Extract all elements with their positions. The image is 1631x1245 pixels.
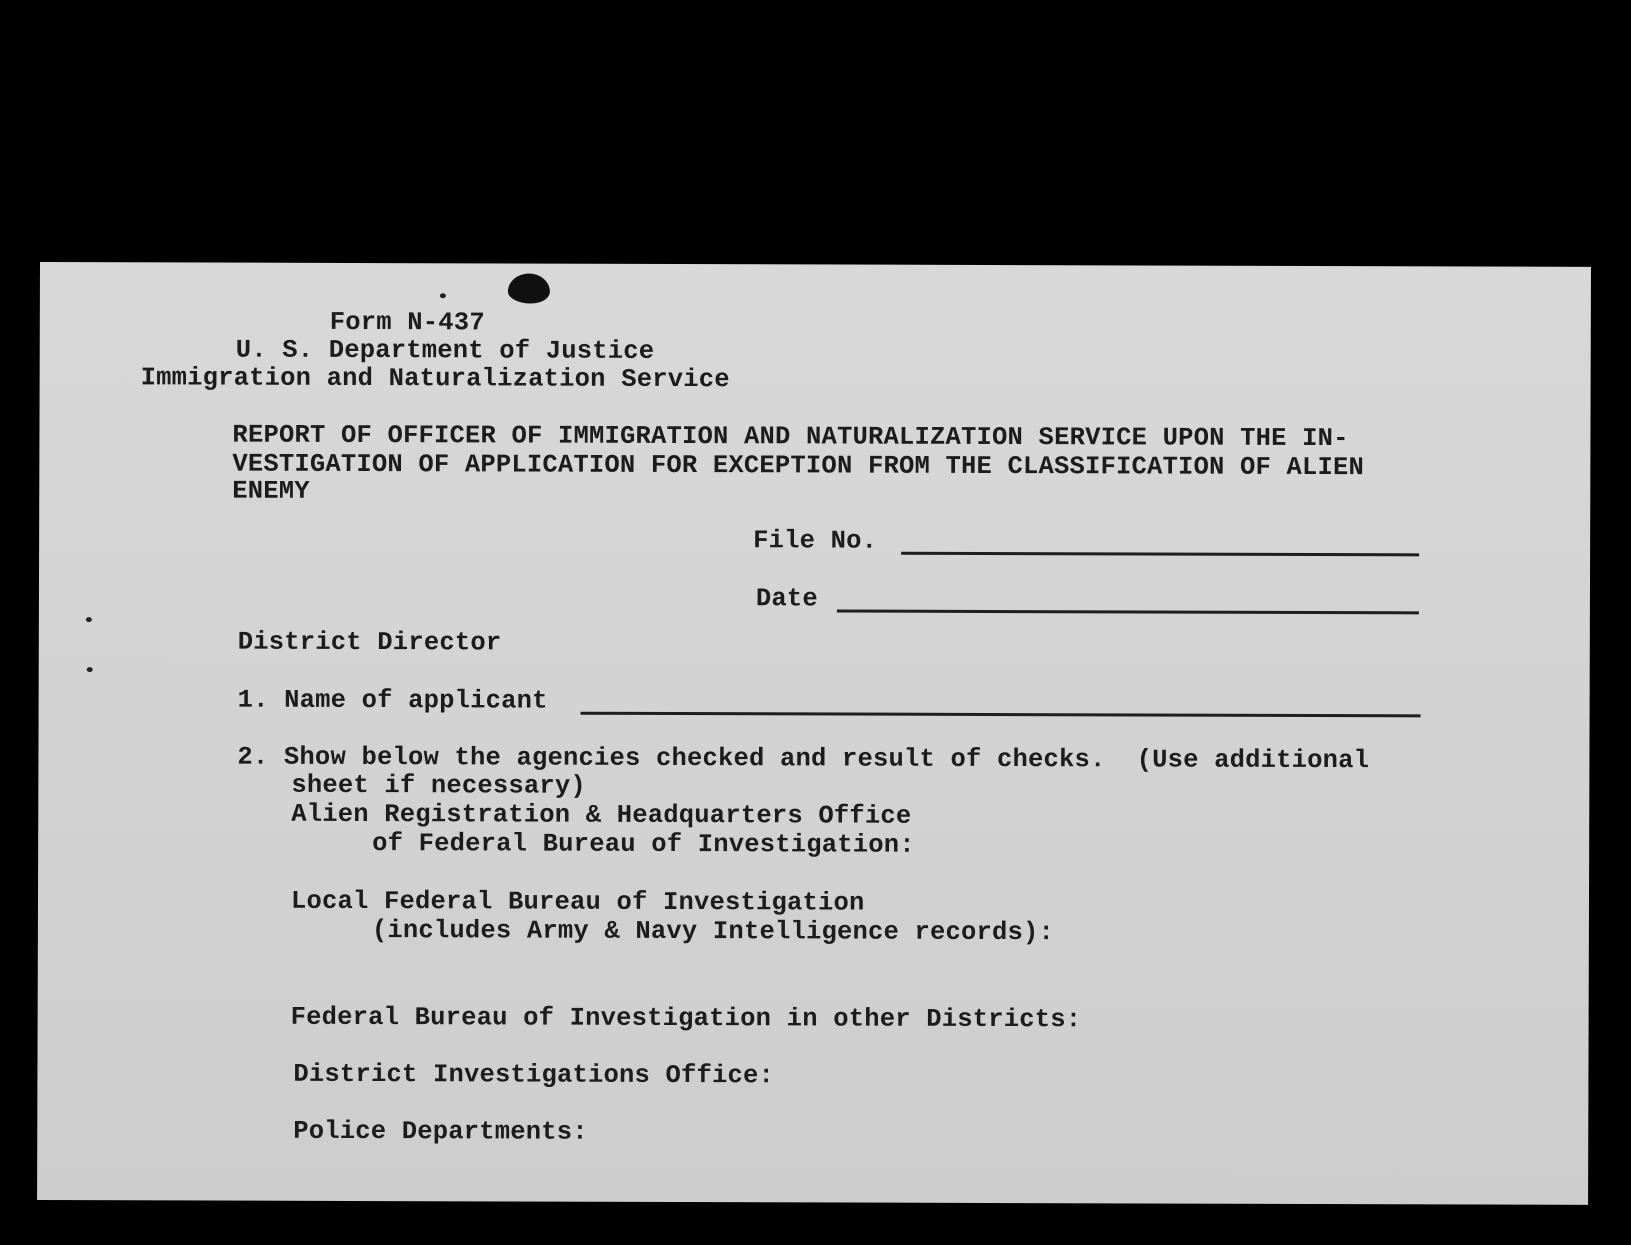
department-name: U. S. Department of Justice	[235, 335, 655, 366]
date-underline	[837, 610, 1419, 615]
file-no-underline	[901, 552, 1419, 557]
date-label: Date	[755, 584, 819, 614]
addressee: District Director	[237, 627, 502, 658]
date-field[interactable]	[837, 581, 1417, 583]
ink-blot	[508, 273, 550, 303]
local-fbi-heading: Local Federal Bureau of Investigation	[290, 886, 865, 918]
file-no-field[interactable]	[901, 523, 1417, 525]
item-2-line-2: sheet if necessary)	[291, 770, 586, 801]
file-no-label: File No.	[753, 526, 878, 556]
item-2-line-1: 2. Show below the agencies checked and result of checks. (Use additional	[237, 742, 1370, 776]
service-name: Immigration and Naturalization Service	[140, 363, 730, 395]
fbi-other-districts: Federal Bureau of Investigation in other Districts:	[290, 1002, 1082, 1035]
police-departments: Police Departments:	[293, 1116, 588, 1147]
alien-registration-heading: Alien Registration & Headquarters Office	[291, 799, 912, 831]
report-title-line-1: REPORT OF OFFICER OF IMMIGRATION AND NATURALIZATION SERVICE UPON THE IN-	[232, 420, 1349, 454]
local-fbi-subheading: (includes Army & Navy Intelligence records):	[371, 916, 1055, 948]
applicant-label: 1. Name of applicant	[237, 685, 548, 716]
form-number: Form N-437	[329, 307, 485, 338]
ink-speck	[86, 617, 92, 622]
form-card	[37, 262, 1591, 1205]
ink-speck	[440, 293, 446, 298]
applicant-underline	[581, 712, 1421, 718]
report-title-line-2: VESTIGATION OF APPLICATION FOR EXCEPTION FROM THE CLASSIFICATION OF ALIEN	[232, 449, 1365, 483]
ink-speck	[87, 667, 93, 672]
applicant-name-field[interactable]	[581, 683, 1419, 686]
district-investigations-office: District Investigations Office:	[293, 1059, 775, 1091]
alien-registration-subheading: of Federal Bureau of Investigation:	[372, 829, 915, 860]
report-title-line-3: ENEMY	[232, 476, 310, 506]
